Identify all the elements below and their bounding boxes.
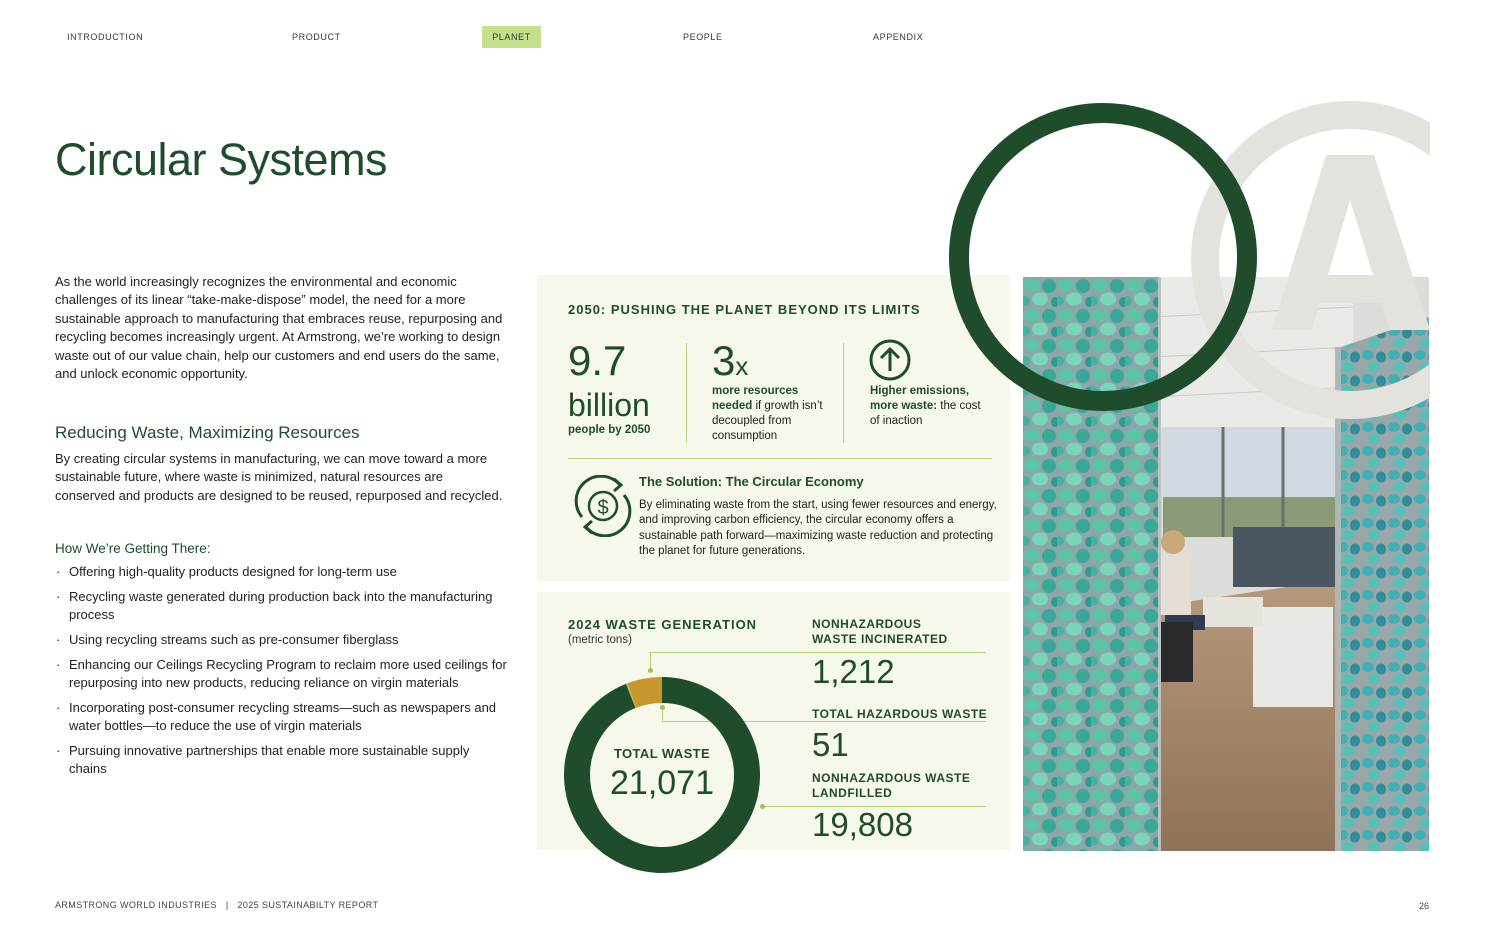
stat-population-number: 9.7 <box>568 337 627 384</box>
section-body: By creating circular systems in manufacturing, we can move toward a more sustainable future, where waste is minimized, natural resources are conserved and products are designed to be reused, repurposed and recycled. <box>55 451 503 503</box>
nav-people[interactable]: PEOPLE <box>683 32 723 42</box>
list-item: · Incorporating post-consumer recycling streams—such as newspapers and water bottles—to reduce the use of virgin materials <box>55 699 510 735</box>
list-item: · Enhancing our Ceilings Recycling Program to reclaim more used ceilings for repurposing into new products, reducing reliance on virgin materials <box>55 656 510 692</box>
label-landfilled-line2: LANDFILLED <box>812 786 893 800</box>
divider <box>686 343 687 443</box>
stat-resources-label-rest: if growth isn’t decoupled from consumption <box>712 400 823 442</box>
nav-appendix[interactable]: APPENDIX <box>873 32 924 42</box>
stat-resources-label <box>712 384 832 444</box>
solution-body: By eliminating waste from the start, using fewer resources and energy, and improving carbon efficiency, the circular economy offers a sustainable path forward—maximizing waste reduction and protecting the planet for future generations. <box>639 499 997 557</box>
nav-planet[interactable]: PLANET <box>482 26 541 48</box>
section-heading: Reducing Waste, Maximizing Resources <box>55 423 360 442</box>
value-hazardous: 51 <box>812 726 849 763</box>
list-item: · Offering high-quality products designed for long-term use <box>55 563 510 581</box>
list-item: · Using recycling streams such as pre-consumer fiberglass <box>55 631 510 649</box>
donut-center-label: TOTAL WASTE <box>613 746 711 761</box>
leader-dot <box>648 668 653 673</box>
stat-resources-label-bold: more resources needed <box>712 385 799 412</box>
divider <box>843 343 844 443</box>
solution-title: The Solution: The Circular Economy <box>639 474 864 489</box>
bullet-list <box>55 563 510 785</box>
section-subheading: How We’re Getting There: <box>55 541 211 556</box>
label-landfilled <box>812 771 970 801</box>
value-incinerated: 1,212 <box>812 653 895 690</box>
value-landfilled: 19,808 <box>812 806 913 843</box>
svg-text:$: $ <box>597 497 609 519</box>
label-landfilled-line1: NONHAZARDOUS WASTE <box>812 771 971 785</box>
footer-company: ARMSTRONG WORLD INDUSTRIES <box>55 900 217 910</box>
label-hazardous: TOTAL HAZARDOUS WASTE <box>812 707 988 721</box>
nav-introduction[interactable]: INTRODUCTION <box>67 32 144 42</box>
nav-product[interactable]: PRODUCT <box>292 32 341 42</box>
divider <box>568 458 992 459</box>
stat-resources-value: 3 <box>712 337 736 384</box>
stat-resources-suffix: x <box>735 351 749 381</box>
panel-2050-title: 2050: PUSHING THE PLANET BEYOND ITS LIMITS <box>568 302 921 317</box>
page-title: Circular Systems <box>55 134 388 185</box>
stat-emissions-label-rest: the cost of inaction <box>870 400 981 427</box>
stat-population-label: people by 2050 <box>568 424 651 436</box>
stat-resources-number <box>712 338 748 389</box>
label-incinerated-line1: NONHAZARDOUS <box>812 617 922 631</box>
dollar-cycle-icon <box>570 475 636 537</box>
label-incinerated <box>812 617 948 647</box>
intro-paragraph: As the world increasingly recognizes the environmental and economic challenges of its linear “take-make-dispose” model, the need for a more sustainable approach to manufacturing that embraces reuse, repurposing and recycling becomes increasingly urgent. At Armstrong, we’re working to design waste out of our value chain, help our customers and end users do the same, and unlock economic opportunity. <box>55 274 503 382</box>
footer-separator: | <box>225 900 229 910</box>
stat-population-unit: billion <box>568 387 650 423</box>
chart-subtitle: (metric tons) <box>568 634 632 646</box>
donut-center-value: 21,071 <box>610 764 714 802</box>
page-number: 26 <box>1419 901 1430 911</box>
list-item: · Recycling waste generated during production back into the manufacturing process <box>55 588 510 624</box>
arrow-up-circle-icon <box>868 338 912 382</box>
label-incinerated-line2: WASTE INCINERATED <box>812 632 948 646</box>
footer-report: 2025 SUSTAINABILTY REPORT <box>237 900 379 910</box>
list-item: · Pursuing innovative partnerships that enable more sustainable supply chains <box>55 742 510 778</box>
stat-emissions-label-bold: Higher emissions, more waste: <box>870 385 970 412</box>
green-ring-graphic <box>946 100 1262 416</box>
footer <box>55 900 378 910</box>
chart-title: 2024 WASTE GENERATION <box>568 617 758 632</box>
